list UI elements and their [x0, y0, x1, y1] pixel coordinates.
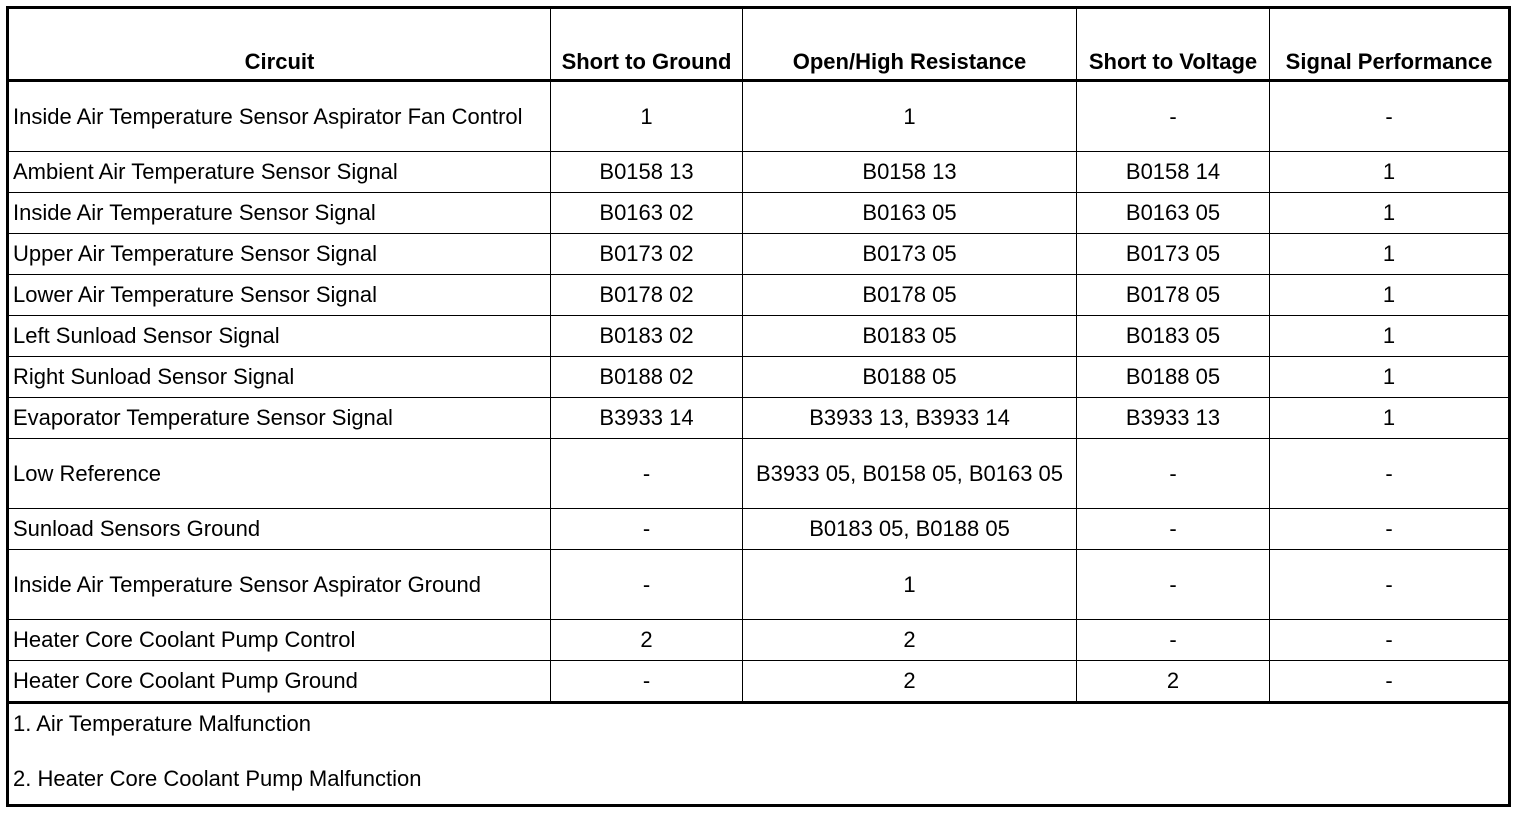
short-to-ground-value: B0158 13	[551, 152, 743, 193]
open-high-resistance-value: B0188 05	[743, 357, 1077, 398]
short-to-voltage-value: B0178 05	[1077, 275, 1270, 316]
short-to-ground-value: -	[551, 439, 743, 509]
table-row	[8, 509, 1510, 550]
short-to-ground-value: B3933 14	[551, 398, 743, 439]
open-high-resistance-value: B0158 13	[743, 152, 1077, 193]
open-high-resistance-value: B0183 05, B0188 05	[743, 509, 1077, 550]
short-to-ground-value: 1	[551, 81, 743, 152]
signal-performance-value: 1	[1270, 193, 1510, 234]
signal-performance-value: -	[1270, 81, 1510, 152]
open-high-resistance-value: B3933 13, B3933 14	[743, 398, 1077, 439]
short-to-voltage-value: B0183 05	[1077, 316, 1270, 357]
header-circuit: Circuit	[8, 8, 551, 81]
open-high-resistance-value: B0163 05	[743, 193, 1077, 234]
circuit-name: Sunload Sensors Ground	[8, 509, 551, 550]
short-to-voltage-value: -	[1077, 509, 1270, 550]
open-high-resistance-value: B3933 05, B0158 05, B0163 05	[743, 439, 1077, 509]
table-row	[8, 234, 1510, 275]
short-to-ground-value: -	[551, 509, 743, 550]
signal-performance-value: 1	[1270, 152, 1510, 193]
short-to-voltage-value: -	[1077, 550, 1270, 620]
signal-performance-value: -	[1270, 550, 1510, 620]
table-row	[8, 357, 1510, 398]
table-body	[8, 81, 1510, 806]
signal-performance-value: 1	[1270, 398, 1510, 439]
circuit-name: Inside Air Temperature Sensor Aspirator Ground	[8, 550, 551, 620]
short-to-voltage-value: B0158 14	[1077, 152, 1270, 193]
short-to-voltage-value: B0188 05	[1077, 357, 1270, 398]
short-to-voltage-value: -	[1077, 439, 1270, 509]
header-signal-performance: Signal Performance	[1270, 8, 1510, 81]
table-row	[8, 316, 1510, 357]
header-short-to-ground: Short to Ground	[551, 8, 743, 81]
table-footnotes	[8, 703, 1510, 806]
header-row	[8, 8, 1510, 81]
circuit-name: Heater Core Coolant Pump Control	[8, 620, 551, 661]
circuit-diagnostic-table	[6, 6, 1511, 807]
footnote-1: 1. Air Temperature Malfunction	[13, 711, 311, 736]
short-to-ground-value: B0178 02	[551, 275, 743, 316]
table-row	[8, 152, 1510, 193]
circuit-name: Left Sunload Sensor Signal	[8, 316, 551, 357]
circuit-name: Inside Air Temperature Sensor Signal	[8, 193, 551, 234]
short-to-ground-value: B0173 02	[551, 234, 743, 275]
circuit-name: Heater Core Coolant Pump Ground	[8, 661, 551, 703]
table-row	[8, 275, 1510, 316]
table-row	[8, 620, 1510, 661]
open-high-resistance-value: 2	[743, 620, 1077, 661]
short-to-ground-value: B0183 02	[551, 316, 743, 357]
table-row	[8, 81, 1510, 152]
short-to-ground-value: B0188 02	[551, 357, 743, 398]
table-row	[8, 193, 1510, 234]
signal-performance-value: -	[1270, 661, 1510, 703]
signal-performance-value: 1	[1270, 275, 1510, 316]
open-high-resistance-value: B0178 05	[743, 275, 1077, 316]
circuit-name: Upper Air Temperature Sensor Signal	[8, 234, 551, 275]
signal-performance-value: 1	[1270, 316, 1510, 357]
open-high-resistance-value: 1	[743, 550, 1077, 620]
circuit-name: Inside Air Temperature Sensor Aspirator Fan Control	[8, 81, 551, 152]
open-high-resistance-value: B0183 05	[743, 316, 1077, 357]
table-row	[8, 398, 1510, 439]
short-to-voltage-value: -	[1077, 620, 1270, 661]
signal-performance-value: -	[1270, 439, 1510, 509]
circuit-name: Ambient Air Temperature Sensor Signal	[8, 152, 551, 193]
circuit-name: Right Sunload Sensor Signal	[8, 357, 551, 398]
signal-performance-value: -	[1270, 620, 1510, 661]
short-to-ground-value: -	[551, 550, 743, 620]
signal-performance-value: 1	[1270, 234, 1510, 275]
short-to-ground-value: 2	[551, 620, 743, 661]
circuit-name: Low Reference	[8, 439, 551, 509]
circuit-name: Lower Air Temperature Sensor Signal	[8, 275, 551, 316]
short-to-voltage-value: B3933 13	[1077, 398, 1270, 439]
circuit-name: Evaporator Temperature Sensor Signal	[8, 398, 551, 439]
table-row	[8, 661, 1510, 703]
short-to-voltage-value: 2	[1077, 661, 1270, 703]
short-to-ground-value: -	[551, 661, 743, 703]
header-short-to-voltage: Short to Voltage	[1077, 8, 1270, 81]
notes-row	[8, 703, 1510, 806]
signal-performance-value: 1	[1270, 357, 1510, 398]
footnote-2: 2. Heater Core Coolant Pump Malfunction	[13, 766, 422, 791]
header-open-high-resistance: Open/High Resistance	[743, 8, 1077, 81]
table-row	[8, 439, 1510, 509]
signal-performance-value: -	[1270, 509, 1510, 550]
short-to-voltage-value: B0173 05	[1077, 234, 1270, 275]
open-high-resistance-value: B0173 05	[743, 234, 1077, 275]
table-header	[8, 8, 1510, 81]
short-to-voltage-value: -	[1077, 81, 1270, 152]
open-high-resistance-value: 1	[743, 81, 1077, 152]
short-to-voltage-value: B0163 05	[1077, 193, 1270, 234]
open-high-resistance-value: 2	[743, 661, 1077, 703]
table-row	[8, 550, 1510, 620]
short-to-ground-value: B0163 02	[551, 193, 743, 234]
